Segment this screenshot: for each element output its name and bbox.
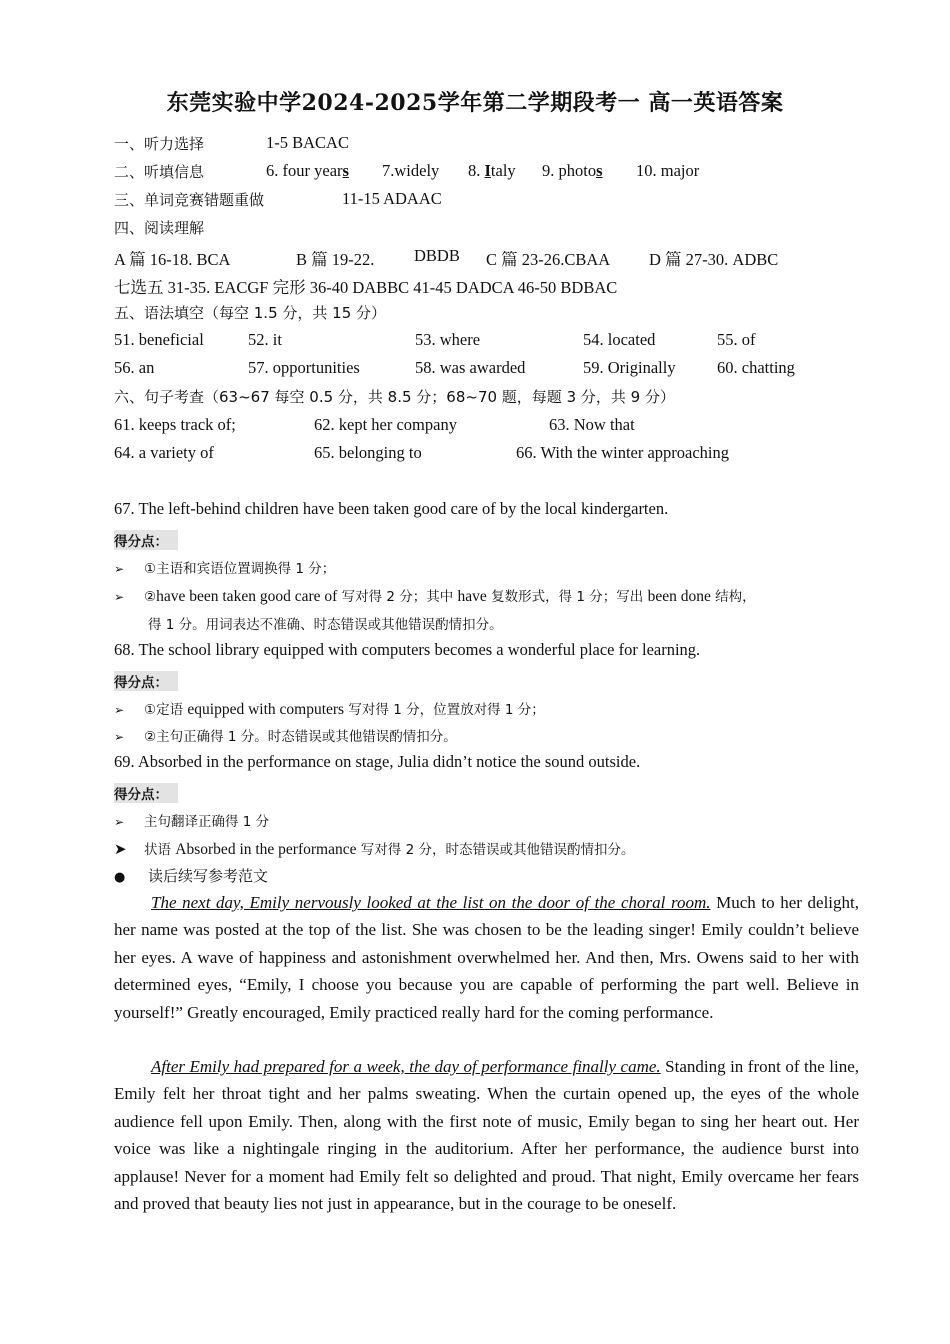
score-point-text: 主句翻译正确得 1 分 [144,814,270,830]
score-point [114,725,457,746]
cloze-line: 七选五 31-35. EACGF 完形 36-40 DABBC 41-45 DADCA 46-50 BDBAC [114,278,618,297]
sentence-answer: 62. kept her company [314,415,457,434]
essay-heading: 读后续写参考范文 [148,867,269,885]
score-point-text: 写对得 2 分，时态错误或其他错误酌情扣分。 [356,842,635,858]
grammar-answer: 54. located [583,330,656,349]
arrow-bullet-icon: ➢ [114,590,125,604]
sentence-answer: 63. Now that [549,415,635,434]
paragraph-lead-sentence: After Emily had prepared for a week, the day of performance finally came. [151,1057,661,1076]
vocab-redo-line [114,189,442,210]
score-point-text: 状语 [144,842,176,858]
score-point-text: ①主语和宾语位置调换得 1 分； [144,561,336,577]
grammar-answer: 53. where [415,330,481,349]
score-point-text: have [457,588,487,605]
essay-paragraph-1 [114,889,859,1026]
grammar-answer: 52. it [248,330,282,349]
score-point [114,810,269,831]
score-point-text: ①定语 [144,702,188,718]
score-point-text: have been taken good care of [156,588,338,605]
score-point-text: equipped with computers [187,701,345,718]
sentence-answer: 65. belonging to [314,443,422,462]
fill-item-8: 8. Italy [468,161,516,180]
section-label: 四、阅读理解 [114,219,205,237]
score-points-label: 得分点： [114,783,178,803]
score-point-text: been done [647,588,711,605]
grammar-answer: 58. was awarded [415,358,526,377]
section-label: 一、听力选择 [114,135,205,153]
translation-67: 67. The left-behind children have been taken good care of by the local kindergarten. [114,499,669,518]
paragraph-body: Standing in front of the line, Emily felt her throat tight and her palms sweating. When the curtain opened up, the eyes of the whole audience fell upon Emily. Then, along with the first note of music, Emily began to sing her heart out. Her voice was like a nightingale ringing in the auditorium. After her performance, the audience burst into applause! Never for a moment had Emily felt so delighted and proud. That night, Emily overcame her fears and proved that beauty lies not just in appearance, but in the courage to be oneself. [114,1057,860,1214]
reading-label-line [114,217,204,238]
fill-item-6: 6. four years [266,161,349,180]
score-points-label: 得分点： [114,530,178,550]
arrow-bullet-icon: ➢ [114,703,125,717]
filled-circle-bullet-icon: ● [114,870,126,885]
score-point-continued [148,613,503,634]
arrow-bullet-icon: ➢ [114,562,125,576]
score-point-text: 写对得 1 分，位置放对得 1 分； [344,702,545,718]
section-label: 五、语法填空（每空 1.5 分，共 15 分） [114,304,387,322]
score-point-text: 复数形式，得 1 分；写出 [486,589,648,605]
reading-d: D 篇 27-30. ADBC [649,250,779,269]
section-label: 二、听填信息 [114,163,205,181]
listening-choice-line [114,133,349,154]
fill-item-10: 10. major [636,161,700,180]
grammar-answer: 60. chatting [717,358,795,377]
reading-b: B 篇 19-22. [296,250,375,269]
grammar-answer: 57. opportunities [248,358,360,377]
sentences-label-line [114,386,675,407]
score-point-text: 结构， [710,589,756,605]
sentence-answer: 66. With the winter approaching [516,443,730,462]
score-point-text: Absorbed in the performance [175,841,357,858]
section-label: 六、句子考查（63~67 每空 0.5 分，共 8.5 分；68~70 题，每题 3 分，共 9 分） [114,388,675,406]
score-point-text: 得 1 分。用词表达不准确、时态错误或其他错误酌情扣分。 [148,617,503,633]
paragraph-body: Much to her delight, her name was posted at the top of the list. She was chosen to be the leading singer! Emily couldn’t believe her eyes. A wave of happiness and astonishment overwhelmed her. And then, Mrs. Owens said to her with determined eyes, “Emily, I choose you because you are capable of performing the part well. Believe in yourself!” Greatly encouraged, Emily practiced really hard for the coming performance. [114,893,859,1022]
fill-item-7: 7.widely [382,161,440,180]
arrow-bullet-icon: ➢ [114,730,125,744]
translation-68: 68. The school library equipped with computers becomes a wonderful place for learning. [114,640,701,659]
fill-item-9: 9. photos [542,161,603,180]
reading-c: C 篇 23-26.CBAA [486,250,611,269]
sentence-answer: 64. a variety of [114,443,214,462]
sentence-answer: 61. keeps track of; [114,415,236,434]
grammar-answer: 51. beneficial [114,330,204,349]
arrow-bullet-icon: ➤ [114,840,127,858]
grammar-label-line [114,302,386,323]
score-point [114,557,335,578]
section-label: 三、单词竞赛错题重做 [114,191,265,209]
answer-value: 1-5 BACAC [266,133,349,152]
score-point [114,698,545,719]
arrow-bullet-icon: ➢ [114,815,125,829]
grammar-answer: 55. of [717,330,756,349]
page-title: 东莞实验中学2024-2025学年第二学期段考一 高一英语答案 [166,90,784,116]
essay-heading-line [114,865,268,886]
paragraph-lead-sentence: The next day, Emily nervously looked at the list on the door of the choral room. [151,893,711,912]
score-point-text: ② [144,589,157,605]
grammar-answer: 56. an [114,358,155,377]
grammar-answer: 59. Originally [583,358,676,377]
score-point [114,585,756,606]
score-point-text: ②主句正确得 1 分。时态错误或其他错误酌情扣分。 [144,729,457,745]
essay-paragraph-2 [114,1053,859,1217]
score-point [114,838,634,859]
reading-a: A 篇 16-18. BCA [114,250,231,269]
score-point-text: 写对得 2 分；其中 [337,589,458,605]
score-points-label: 得分点： [114,671,178,691]
answer-value: 11-15 ADAAC [342,189,442,208]
translation-69: 69. Absorbed in the performance on stage, Julia didn’t notice the sound outside. [114,752,641,771]
listening-fill-line [114,161,854,182]
reading-b-answer: DBDB [414,246,460,265]
